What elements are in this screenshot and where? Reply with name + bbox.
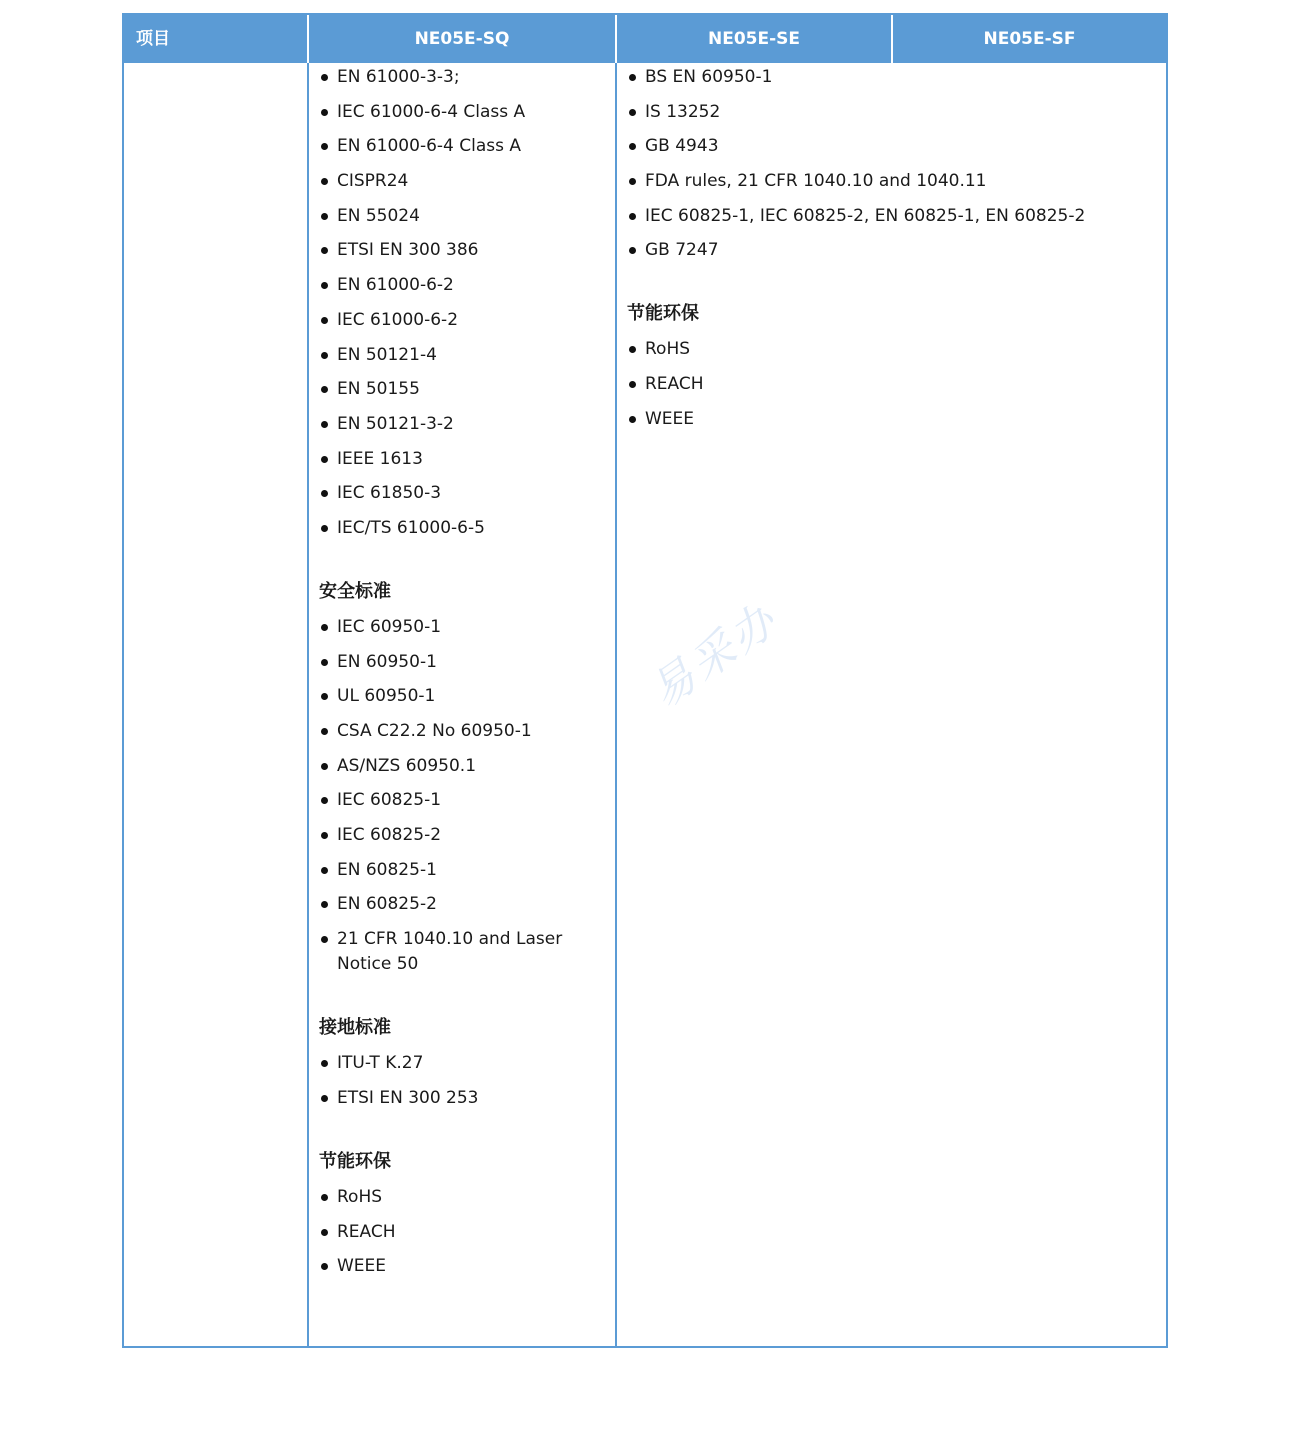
sq-emc-list — [319, 65, 609, 541]
list-item: REACH — [319, 1220, 609, 1245]
list-item: GB 4943 — [627, 134, 1162, 159]
list-item: 21 CFR 1040.10 and Laser Notice 50 — [319, 927, 567, 977]
list-item: ETSI EN 300 386 — [319, 238, 609, 263]
se-sf-env-list — [627, 337, 1162, 431]
list-item: EN 60825-2 — [319, 892, 609, 917]
sq-column — [319, 63, 609, 1289]
list-item: BS EN 60950-1 — [627, 65, 1162, 90]
se-sf-safety-list — [627, 65, 1162, 263]
list-item: WEEE — [319, 1254, 609, 1279]
list-item: EN 60950-1 — [319, 650, 609, 675]
watermark: 易采办 — [640, 593, 789, 718]
list-item: IEC 61850-3 — [319, 481, 609, 506]
list-item: ETSI EN 300 253 — [319, 1086, 609, 1111]
list-item: IEEE 1613 — [319, 447, 609, 472]
list-item: IEC 60950-1 — [319, 615, 609, 640]
column-divider — [307, 63, 309, 1346]
list-item: EN 50155 — [319, 377, 609, 402]
list-item: IEC 60825-1 — [319, 788, 609, 813]
list-item: WEEE — [627, 407, 1162, 432]
list-item: FDA rules, 21 CFR 1040.10 and 1040.11 — [627, 169, 1162, 194]
list-item: UL 60950-1 — [319, 684, 609, 709]
list-item: IEC 61000-6-2 — [319, 308, 609, 333]
list-item: EN 60825-1 — [319, 858, 609, 883]
header-ne05e-sf: NE05E-SF — [983, 29, 1076, 49]
sq-safety-title: 安全标准 — [319, 580, 391, 602]
table-header — [124, 15, 1166, 63]
list-item: IEC 60825-1, IEC 60825-2, EN 60825-1, EN 60825-2 — [627, 204, 1162, 229]
sq-env-list — [319, 1185, 609, 1279]
list-item: CSA C22.2 No 60950-1 — [319, 719, 609, 744]
header-ne05e-se: NE05E-SE — [707, 29, 801, 49]
header-item: 项目 — [136, 29, 170, 49]
list-item: IS 13252 — [627, 100, 1162, 125]
list-item: EN 50121-4 — [319, 343, 609, 368]
list-item: EN 50121-3-2 — [319, 412, 609, 437]
list-item: EN 61000-3-3; — [319, 65, 609, 90]
list-item: GB 7247 — [627, 238, 1162, 263]
list-item: EN 61000-6-4 Class A — [319, 134, 609, 159]
list-item: RoHS — [319, 1185, 609, 1210]
sq-env-title: 节能环保 — [319, 1150, 391, 1172]
list-item: RoHS — [627, 337, 1162, 362]
list-item: REACH — [627, 372, 1162, 397]
se-sf-column — [627, 63, 1162, 442]
list-item: AS/NZS 60950.1 — [319, 754, 609, 779]
list-item: IEC/TS 61000-6-5 — [319, 516, 609, 541]
list-item: ITU-T K.27 — [319, 1051, 609, 1076]
header-ne05e-sq: NE05E-SQ — [414, 29, 510, 49]
sq-safety-list — [319, 615, 609, 977]
list-item: IEC 60825-2 — [319, 823, 609, 848]
column-divider — [615, 63, 617, 1346]
list-item: CISPR24 — [319, 169, 609, 194]
sq-grounding-title: 接地标准 — [319, 1017, 391, 1039]
list-item: EN 55024 — [319, 204, 609, 229]
sq-grounding-list — [319, 1051, 609, 1111]
list-item: IEC 61000-6-4 Class A — [319, 100, 609, 125]
se-sf-env-title: 节能环保 — [627, 303, 699, 325]
list-item: EN 61000-6-2 — [319, 273, 609, 298]
